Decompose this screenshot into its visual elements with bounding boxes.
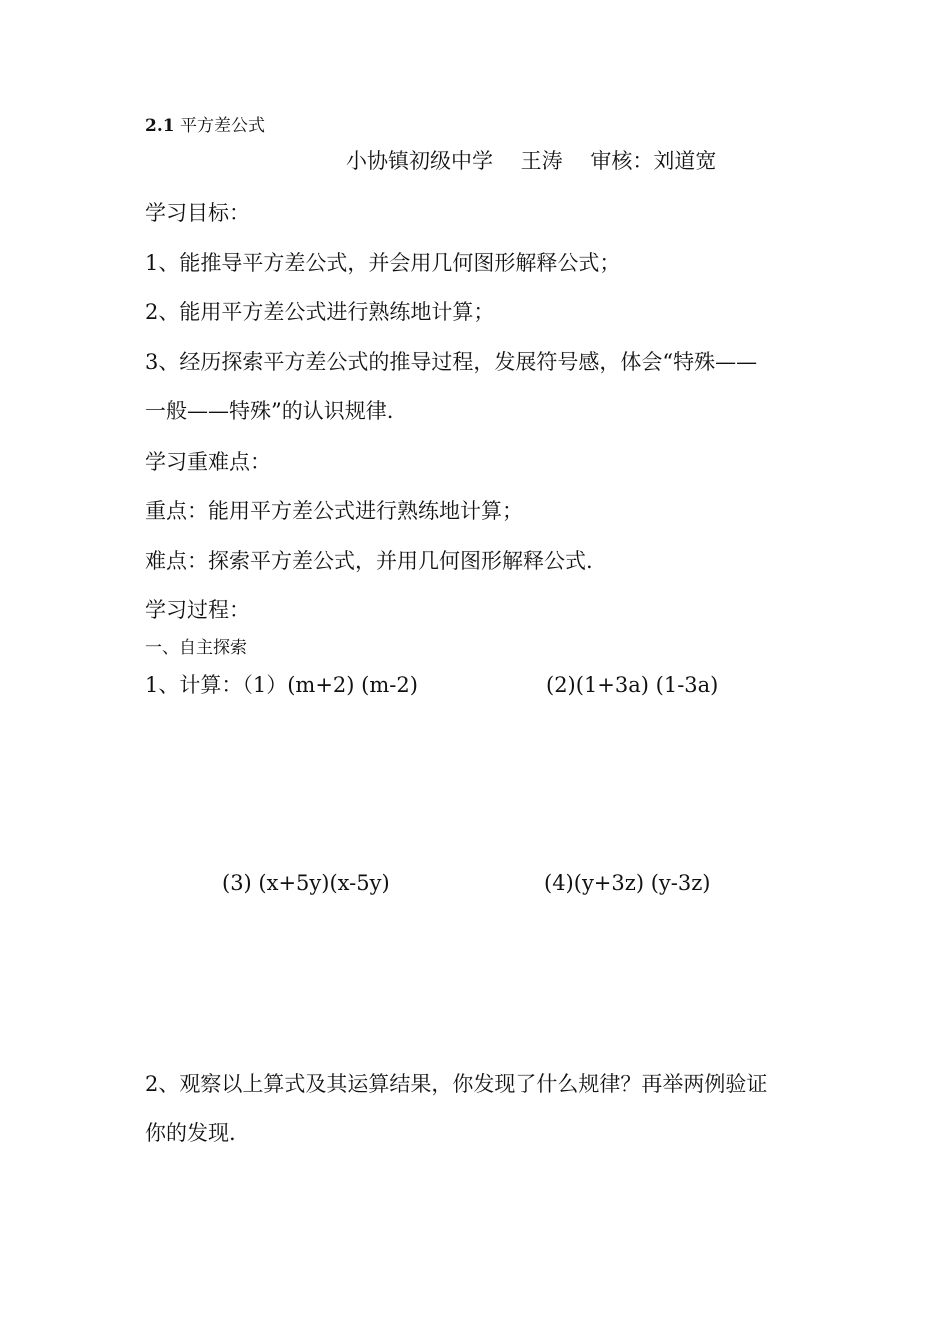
question-1-part-2: (2)(1+3a) (1-3a) xyxy=(546,673,719,697)
question-1-part-1: 1、计算：（1）(m+2) (m-2) xyxy=(145,673,418,697)
question-2-line-1: 2、观察以上算式及其运算结果，你发现了什么规律？再举两例验证 xyxy=(145,1072,768,1096)
section-heading xyxy=(145,118,265,135)
objective-item-2: 2、能用平方差公式进行熟练地计算； xyxy=(145,300,495,324)
section-number: 2.1 xyxy=(145,116,175,136)
key-point-difficulty: 难点：探索平方差公式，并用几何图形解释公式. xyxy=(145,549,593,573)
section-title: 平方差公式 xyxy=(179,116,265,136)
objective-item-3: 3、经历探索平方差公式的推导过程，发展符号感，体会“特殊—— xyxy=(145,350,758,374)
question-2-line-2: 你的发现. xyxy=(145,1121,236,1145)
question-1-part-4: (4)(y+3z) (y-3z) xyxy=(544,871,711,895)
key-point-focus: 重点：能用平方差公式进行熟练地计算； xyxy=(145,499,523,523)
process-heading: 学习过程： xyxy=(145,598,250,622)
process-subheading: 一、自主探索 xyxy=(145,638,247,658)
question-1-part-3: (3) (x+5y)(x-5y) xyxy=(222,871,390,895)
key-points-heading: 学习重难点： xyxy=(145,450,271,474)
objective-item-1: 1、能推导平方差公式，并会用几何图形解释公式； xyxy=(145,251,621,275)
objectives-heading: 学习目标： xyxy=(145,201,250,225)
author-line: 小协镇初级中学 王涛 审核：刘道宽 xyxy=(346,149,717,173)
objective-item-3-continued: 一般——特殊”的认识规律. xyxy=(145,399,394,423)
